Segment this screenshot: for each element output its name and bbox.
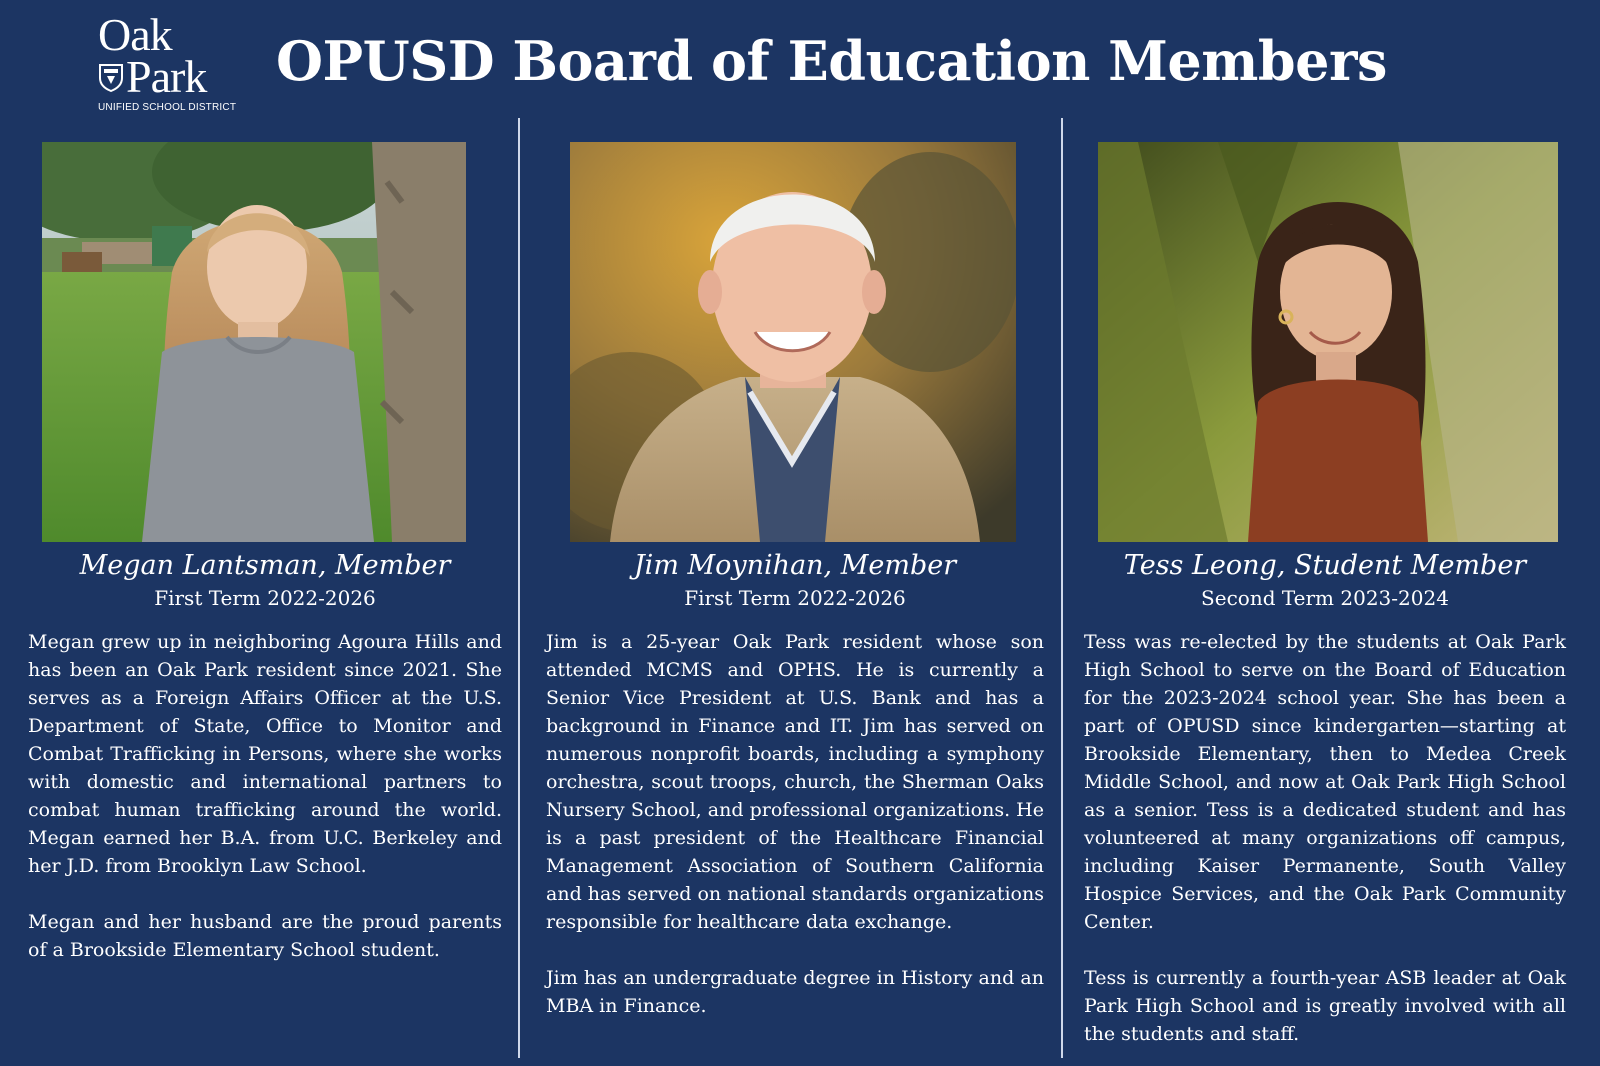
member-photo-megan (42, 142, 466, 542)
portrait-image (42, 142, 466, 542)
member-term: First Term 2022-2026 (684, 586, 906, 610)
member-term: Second Term 2023-2024 (1201, 586, 1449, 610)
bio-paragraph: Jim has an undergraduate degree in History and an MBA in Finance. (546, 967, 1044, 1017)
logo-district-text: UNIFIED SCHOOL DISTRICT (98, 102, 237, 113)
member-name: Megan Lantsman, Member (79, 550, 451, 581)
header (0, 0, 1600, 118)
member-photo-tess (1098, 142, 1558, 542)
logo-park-text: Park (126, 51, 207, 102)
logo-oak-text: Oak (98, 9, 172, 60)
member-term: First Term 2022-2026 (154, 586, 376, 610)
portrait-image (1098, 142, 1558, 542)
portrait-image (570, 142, 1016, 542)
member-name: Jim Moynihan, Member (633, 550, 957, 581)
member-photo-jim (570, 142, 1016, 542)
member-bio (1084, 628, 1566, 1048)
bio-paragraph: Megan grew up in neighboring Agoura Hills and has been an Oak Park resident since 2021. She serves as a Foreign Affairs Officer at the U.S. Department of State, Office to Monitor and Combat Trafficking in Persons, where she works with domestic and international partners to combat human trafficking around the world. Megan earned her B.A. from U.C. Berkeley and her J.D. from Brooklyn Law School. (28, 631, 502, 877)
bio-paragraph: Tess was re-elected by the students at Oak Park High School to serve on the Board of Education for the 2023-2024 school year. She has been a part of OPUSD since kindergarten—starting at Brookside Elementary, then to Medea Creek Middle School, and now at Oak Park High School as a senior. Tess is a dedicated student and has volunteered at many organizations off campus, including Kaiser Permanente, South Valley Hospice Services, and the Oak Park Community Center. (1084, 631, 1566, 933)
member-name: Tess Leong, Student Member (1123, 550, 1527, 581)
bio-paragraph: Tess is currently a fourth-year ASB leader at Oak Park High School and is greatly involved with all the students and staff. (1084, 967, 1566, 1045)
member-bio (546, 628, 1044, 1020)
page-title: OPUSD Board of Education Members (276, 29, 1387, 93)
bio-paragraph: Megan and her husband are the proud parents of a Brookside Elementary School student. (28, 911, 502, 961)
bio-paragraph: Jim is a 25-year Oak Park resident whose son attended MCMS and OPHS. He is currently a Senior Vice President at U.S. Bank and has a background in Finance and IT. Jim has served on numerous nonprofit boards, including a symphony orchestra, scout troops, church, the Sherman Oaks Nursery School, and professional organizations. He is a past president of the Healthcare Financial Management Association of Southern California and has served on national standards organizations responsible for healthcare data exchange. (546, 631, 1044, 933)
oak-park-logo (96, 9, 246, 114)
member-bio (28, 628, 502, 964)
column-divider-2 (1061, 118, 1063, 1058)
column-divider-1 (518, 118, 520, 1058)
crest-icon (98, 62, 124, 92)
